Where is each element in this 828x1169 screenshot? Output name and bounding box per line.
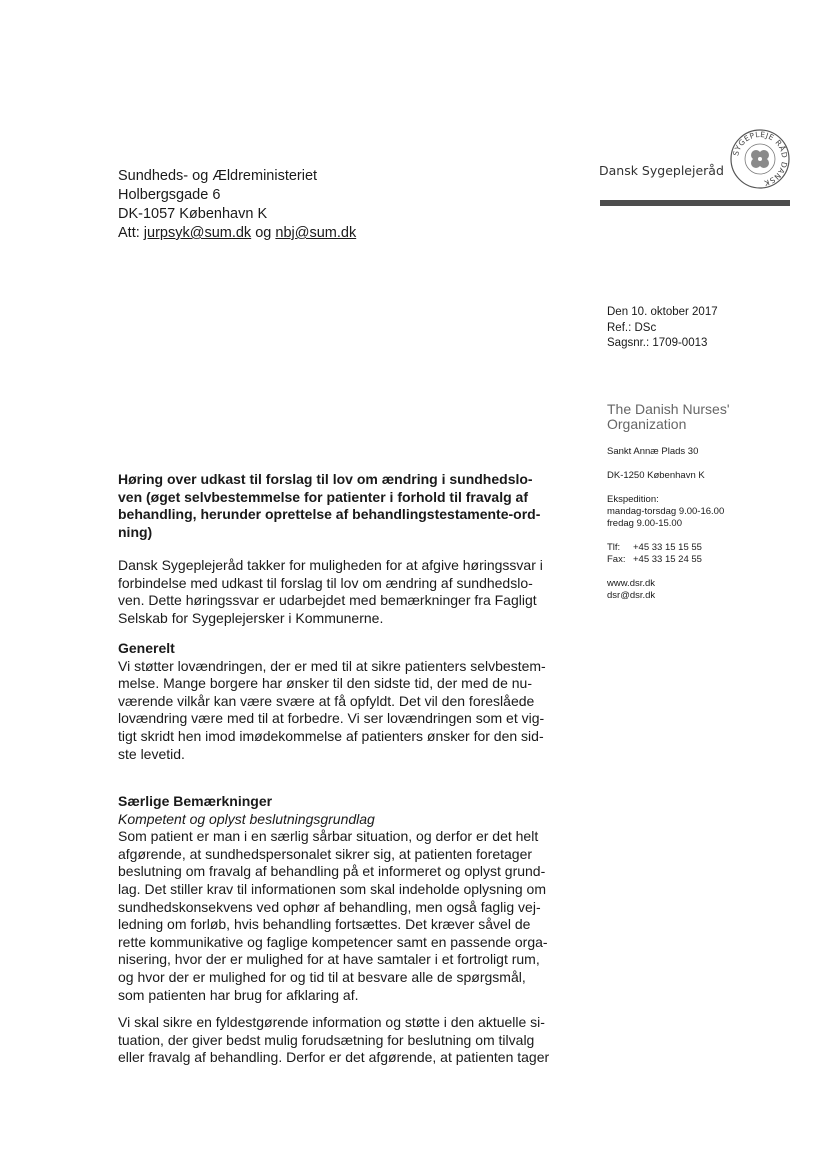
website-link[interactable]: www.dsr.dk: [607, 578, 656, 589]
expedition-label: Ekspedition:: [607, 494, 659, 505]
email-link-nbj[interactable]: nbj@sum.dk: [275, 225, 357, 241]
phone-label: Tlf:: [607, 542, 621, 553]
org-en-line: The Danish Nurses': [607, 401, 730, 417]
opening-hours-weekdays: mandag-torsdag 9.00-16.00: [607, 506, 725, 517]
body-line: Dansk Sygeplejeråd takker for muligheden for at afgive høringssvar i: [118, 557, 543, 573]
dsr-seal-logo: [729, 128, 791, 190]
recipient-line: DK-1057 København K: [118, 206, 268, 222]
body-line: tuation, der giver bedst mulig forudsætning for beslutning om tilvalg: [118, 1031, 535, 1048]
body-line: nisering, hvor der er mulighed for at have samtaler i et fortroligt rum,: [118, 951, 540, 968]
body-line: melse. Mange borgere har ønsker til den sidste tid, der med de nu-: [118, 675, 532, 692]
recipient-address: [118, 167, 356, 243]
body-line: Som patient er man i en særlig sårbar situation, og derfor er det helt: [118, 828, 539, 845]
contact-address1: Sankt Annæ Plads 30: [607, 446, 699, 457]
body-line: afgørende, at sundhedspersonalet sikrer sig, at patienten foretager: [118, 845, 533, 862]
contact-block: [607, 446, 724, 602]
body-line: tigt skridt hen imod imødekommelse af patienters ønsker for den sid-: [118, 727, 544, 744]
phone-line: [607, 542, 724, 554]
recipient-line: Holbergsgade 6: [118, 187, 221, 203]
body-line: Vi støtter lovændringen, der er med til at sikre patienters selvbestem-: [118, 657, 546, 674]
recipient-line: Sundheds- og Ældreministeriet: [118, 168, 318, 184]
seal-text: SYGEPLEJE RÅD DANSK: [731, 129, 790, 188]
body-line: værende vilkår kan være svære at få opfyldt. Det vil den foreslåede: [118, 692, 535, 709]
body-line: og hvor der er mulighed for og tid til at besvare alle de spørgsmål,: [118, 968, 526, 985]
org-email-link[interactable]: dsr@dsr.dk: [607, 590, 656, 601]
body-line: lag. Det stiller krav til informationen som skal indeholde oplysning om: [118, 880, 546, 897]
general-section: [118, 640, 546, 763]
body-line: Vi skal sikre en fyldestgørende information og støtte i den aktuelle si-: [118, 1014, 545, 1030]
att-and: og: [255, 225, 272, 241]
org-name-english: [607, 402, 730, 432]
contact-address2: DK-1250 København K: [607, 470, 705, 481]
body-line: eller fravalg af behandling. Derfor er det afgørende, at patienten tager: [118, 1049, 550, 1066]
subject-line: ning): [118, 523, 153, 540]
letter-date: Den 10. oktober 2017: [607, 306, 718, 318]
body-line: sundhedskonsekvens ved ophør af behandling, men også faglig vej-: [118, 898, 541, 915]
body-line: beslutning om fravalg af behandling på et informeret og oplyst grund-: [118, 863, 546, 880]
att-label: Att:: [118, 225, 140, 241]
fax-label: Fax:: [607, 554, 626, 565]
letter-ref: Ref.: DSc: [607, 321, 657, 334]
section-subheading: Kompetent og oplyst beslutningsgrundlag: [118, 810, 375, 827]
subject-line: ven (øget selvbestemmelse for patienter i forhold til fravalg af: [118, 488, 528, 505]
body-line: som patienten har brug for afklaring af.: [118, 986, 359, 1003]
body-line: ledning om forløb, hvis behandling fortsættes. Det kræver såvel de: [118, 916, 531, 933]
body-line: ven. Dette høringssvar er udarbejdet med bemærkninger fra Fagligt: [118, 592, 537, 609]
letter-subject: [118, 471, 540, 541]
opening-hours-friday: fredag 9.00-15.00: [607, 518, 683, 529]
body-line: forbindelse med udkast til forslag til lov om ændring af sundhedslo-: [118, 574, 533, 591]
subject-line: Høring over udkast til forslag til lov om ændring i sundhedslo-: [118, 471, 533, 487]
email-link-jurpsyk[interactable]: jurpsyk@sum.dk: [143, 225, 252, 241]
fax-number: +45 33 15 24 55: [633, 554, 702, 565]
recipient-att-line: [118, 224, 356, 243]
body-line: Selskab for Sygeplejersker i Kommunerne.: [118, 609, 384, 626]
header-rule: [600, 200, 790, 206]
special-remarks-section: [118, 793, 548, 1004]
section-heading-special: Særlige Bemærkninger: [118, 793, 273, 809]
letter-case-number: Sagsnr.: 1709-0013: [607, 337, 708, 349]
body-line: lovændring være med til at forbedre. Vi ser lovændringen som et vig-: [118, 710, 545, 727]
intro-paragraph: [118, 557, 543, 627]
body-line: rette kommunikative og faglige kompetencer samt en passende orga-: [118, 933, 548, 950]
info-support-paragraph: [118, 1014, 549, 1067]
org-name-logo: Dansk Sygeplejeråd: [599, 163, 724, 178]
phone-number: +45 33 15 15 55: [633, 542, 702, 553]
org-en-line: Organization: [607, 416, 687, 432]
subject-line: behandling, herunder oprettelse af behandlingstestamente-ord-: [118, 506, 541, 522]
fax-line: [607, 554, 724, 566]
section-heading-general: Generelt: [118, 640, 175, 656]
letter-meta: [607, 305, 718, 352]
body-line: ste levetid.: [118, 745, 185, 762]
